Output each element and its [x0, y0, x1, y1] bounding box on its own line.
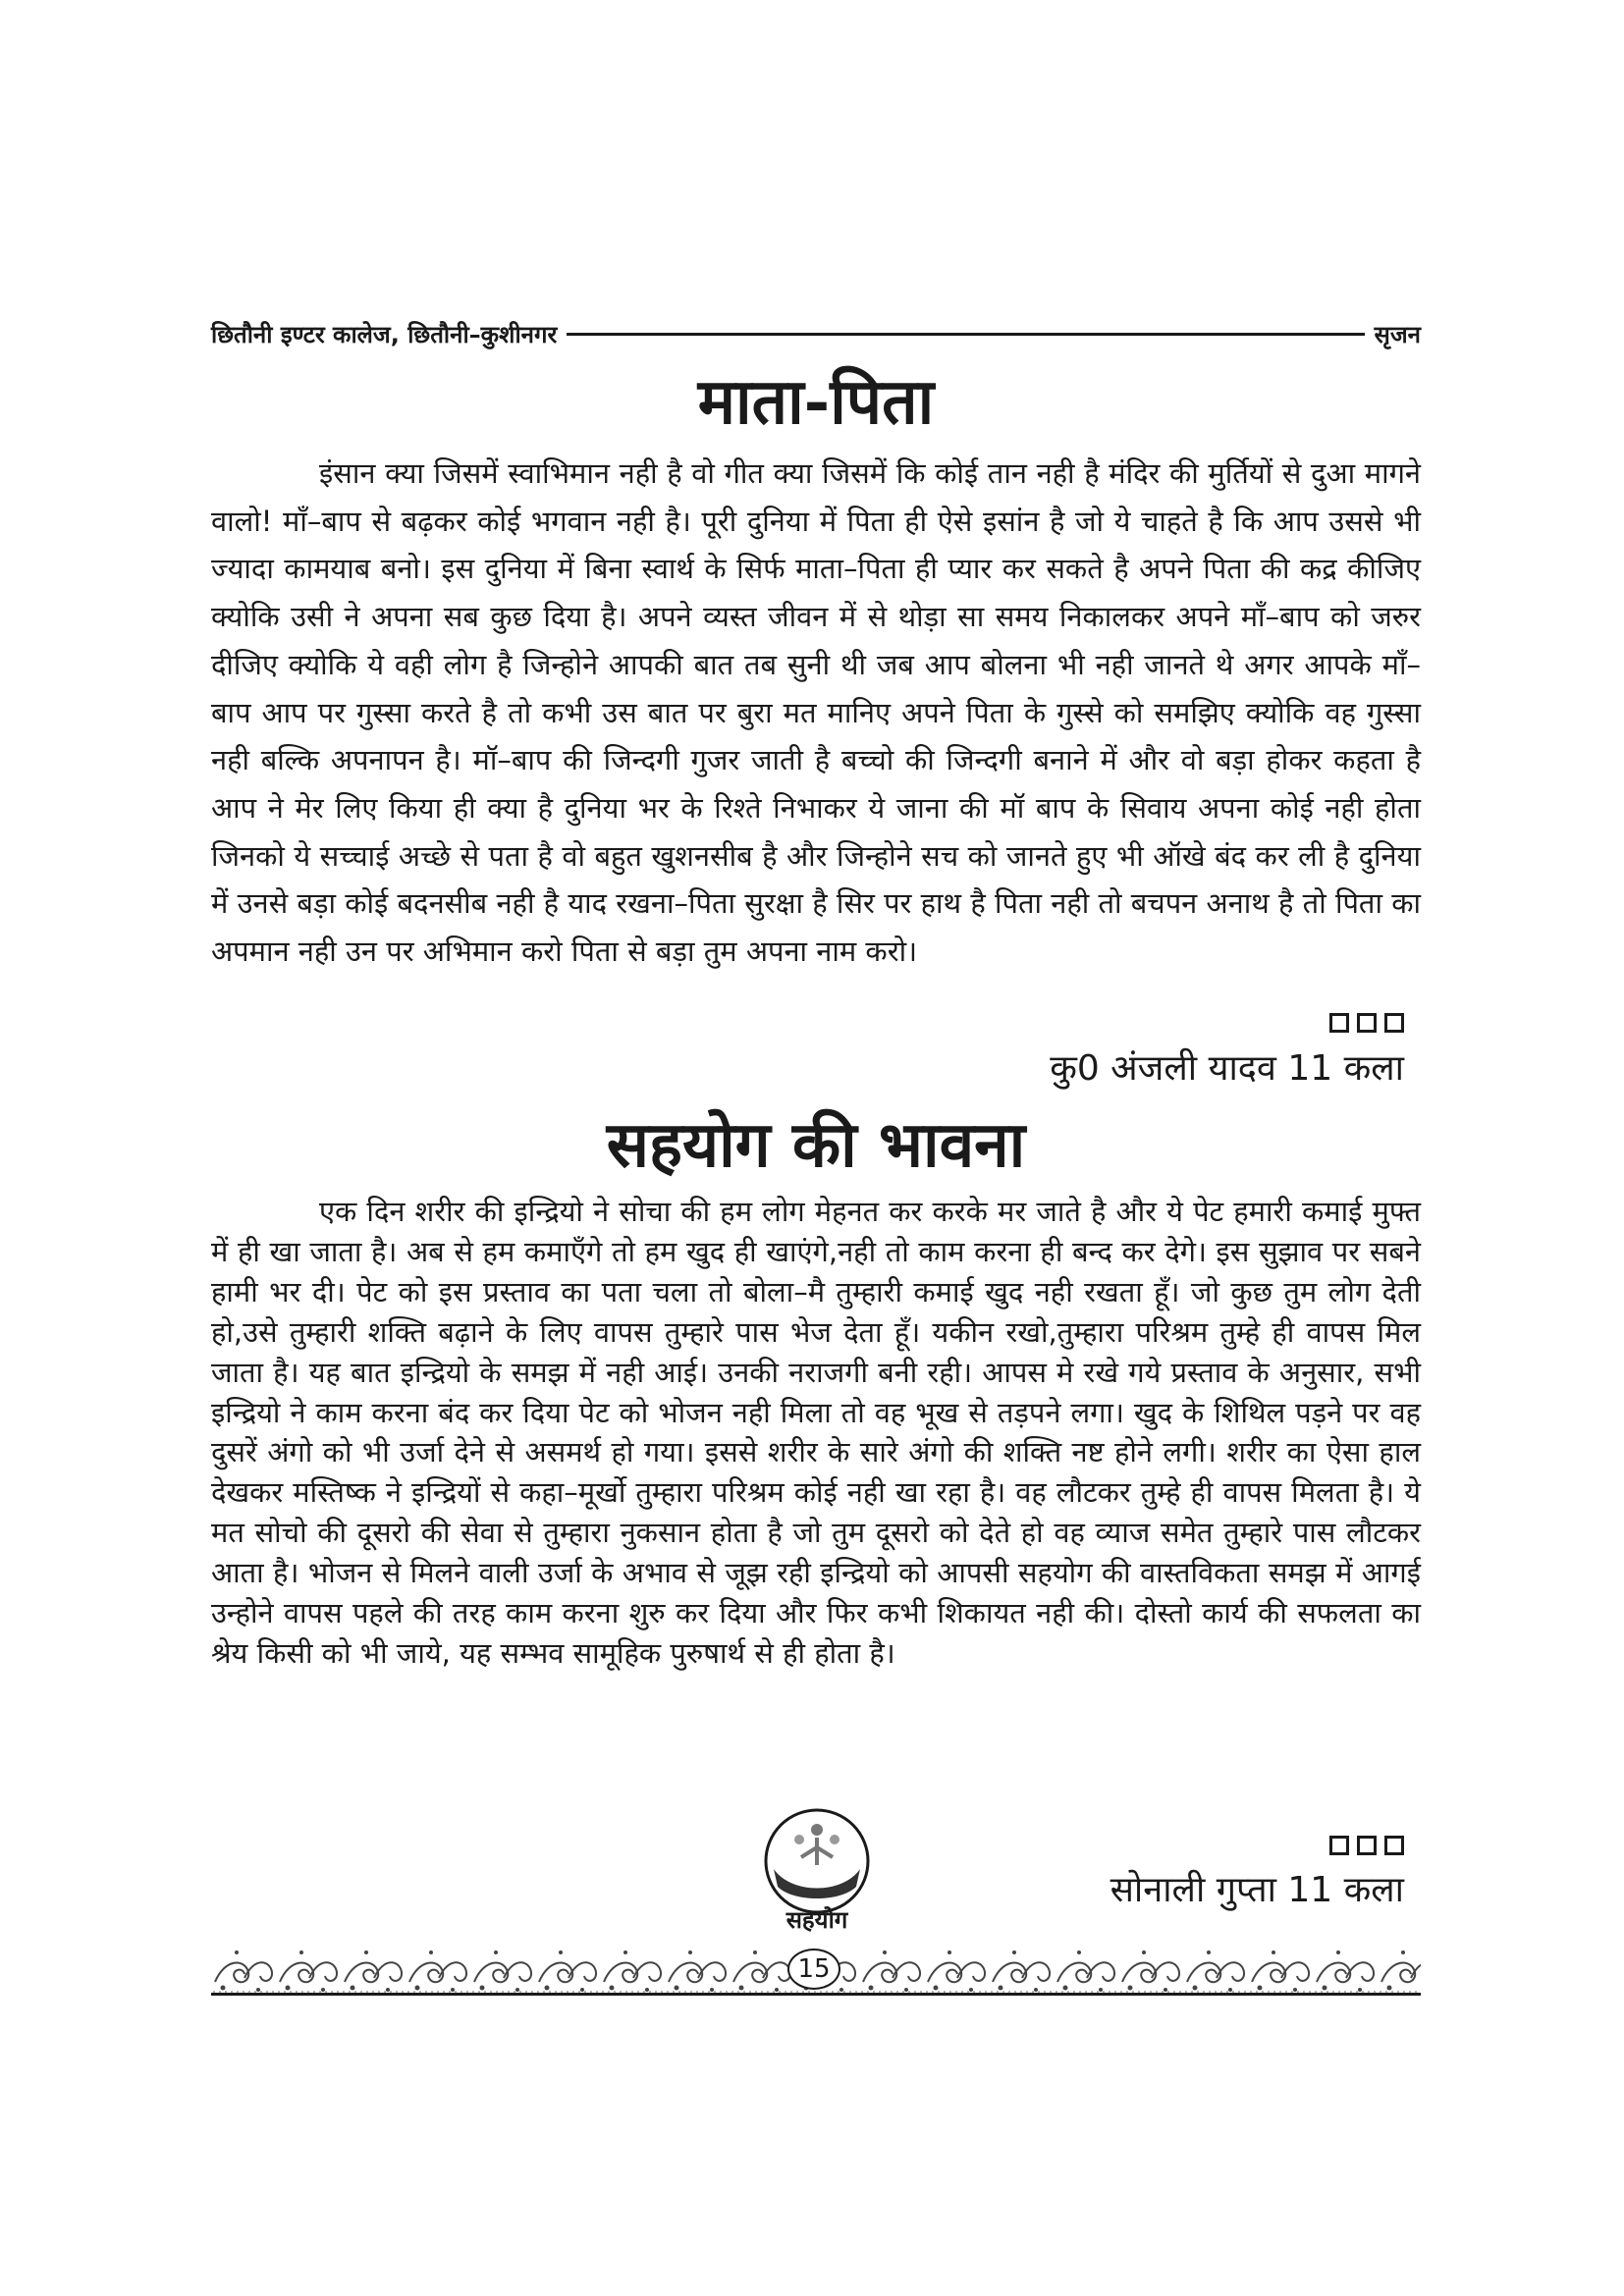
- article-title: माता-पिता: [697, 365, 935, 439]
- article-body: एक दिन शरीर की इन्द्रियो ने सोचा की हम लोग मेहनत कर करके मर जाते है और ये पेट हमारी कमाई मुफ्त में ही खा जाता है। अब से हम कमाएँगे तो हम खुद ही खाएंगे,नही तो काम करना ही बन्द कर देगे। इस सुझाव पर सबने हामी भर दी। पेट को इस प्रस्ताव का पता चला तो बोला–मै तुम्हारी कमाई खुद नही रखता हूँ। जो कुछ तुम लोग देती हो,उसे तुम्हारी शक्ति बढ़ाने के लिए वापस तुम्हारे पास भेज देता हूँ। यकीन रखो,तुम्हारा परिश्रम तुम्हे ही वापस मिल जाता है। यह बात इन्द्रियो के समझ में नही आई। उनकी नराजगी बनी रही। आपस मे रखे गये प्रस्ताव के अनुसार, सभी इन्द्रियो ने काम करना बंद कर दिया पेट को भोजन नही मिला तो वह भूख से तड़पने लगा। खुद के शिथिल पड़ने पर वह दुसरें अंगो को भी उर्जा देने से असमर्थ हो गया। इससे शरीर के सारे अंगो की शक्ति नष्ट होने लगी। शरीर का ऐसा हाल देखकर मस्तिष्क ने इन्द्रियों से कहा–मूर्खो तुम्हारा परिश्रम कोई नही खा रहा है। वह लौटकर तुम्हे ही वापस मिलता है। ये मत सोचो की दूसरो की सेवा से तुम्हारा नुकसान होता है जो तुम दूसरो को देते हो वह व्याज समेत तुम्हारे पास लौटकर आता है। भोजन से मिलने वाली उर्जा के अभाव से जूझ रही इन्द्रियो को आपसी सहयोग की वास्तविकता समझ में आगई उन्होने वापस पहले की तरह काम करना शुरु कर दिया और फिर कभी शिकायत नही की। दोस्तो कार्य की सफलता का श्रेय किसी को भी जाये, यह सम्भव सामूहिक पुरुषार्थ से ही होता है।: [211, 1195, 1421, 1670]
- header-rule: [567, 333, 1364, 336]
- end-mark: [1276, 1013, 1404, 1042]
- end-mark-box: [1384, 1013, 1404, 1033]
- emblem-label: सहयोग: [785, 1906, 848, 1934]
- end-mark-box: [1357, 1013, 1377, 1033]
- article-author: कु0 अंजली यादव 11 कला: [1050, 1048, 1404, 1089]
- end-mark-box: [1329, 1013, 1349, 1033]
- page-number: 15: [787, 1949, 840, 1990]
- footer-rule: [211, 1993, 1421, 1996]
- header-section: सृजन: [1374, 320, 1421, 348]
- sahyog-emblem-logo: [758, 1804, 876, 1942]
- article-author: सोनाली गुप्ता 11 कला: [1110, 1870, 1404, 1910]
- article-body: इंसान क्या जिसमें स्वाभिमान नही है वो गीत क्या जिसमें कि कोई तान नही है मंदिर की मुर्तियों से दुआ मागने वालो! माँ–बाप से बढ़कर कोई भगवान नही है। पूरी दुनिया में पिता ही ऐसे इसांन है जो ये चाहते है कि आप उससे भी ज्यादा कामयाब बनो। इस दुनिया में बिना स्वार्थ के सिर्फ माता–पिता ही प्यार कर सकते है अपने पिता की कद्र कीजिए क्योकि उसी ने अपना सब कुछ दिया है। अपने व्यस्त जीवन में से थोड़ा सा समय निकालकर अपने माँ–बाप को जरुर दीजिए क्योकि ये वही लोग है जिन्होने आपकी बात तब सुनी थी जब आप बोलना भी नही जानते थे अगर आपके माँ–बाप आप पर गुस्सा करते है तो कभी उस बात पर बुरा मत मानिए अपने पिता के गुस्से को समझिए क्योकि वह गुस्सा नही बल्कि अपनापन है। मॉ–बाप की जिन्दगी गुजर जाती है बच्चो की जिन्दगी बनाने में और वो बड़ा होकर कहता है आप ने मेर लिए किया ही क्या है दुनिया भर के रिश्ते निभाकर ये जाना की मॉ बाप के सिवाय अपना कोई नही होता जिनको ये सच्चाई अच्छे से पता है वो बहुत खुशनसीब है और जिन्होने सच को जानते हुए भी ऑखे बंद कर ली है दुनिया में उनसे बड़ा कोई बदनसीब नही है याद रखना–पिता सुरक्षा है सिर पर हाथ है पिता नही तो बचपन अनाथ है तो पिता का अपमान नही उन पर अभिमान करो पिता से बड़ा तुम अपना नाम करो।: [211, 456, 1421, 969]
- end-mark: [1276, 1836, 1404, 1865]
- running-header: [211, 314, 1421, 353]
- header-institution: छितौनी इण्टर कालेज, छितौनी–कुशीनगर: [211, 320, 558, 348]
- end-mark-box: [1357, 1836, 1377, 1855]
- end-mark-box: [1329, 1836, 1349, 1855]
- end-mark-box: [1384, 1836, 1404, 1855]
- article-title: सहयोग की भावना: [606, 1108, 1026, 1182]
